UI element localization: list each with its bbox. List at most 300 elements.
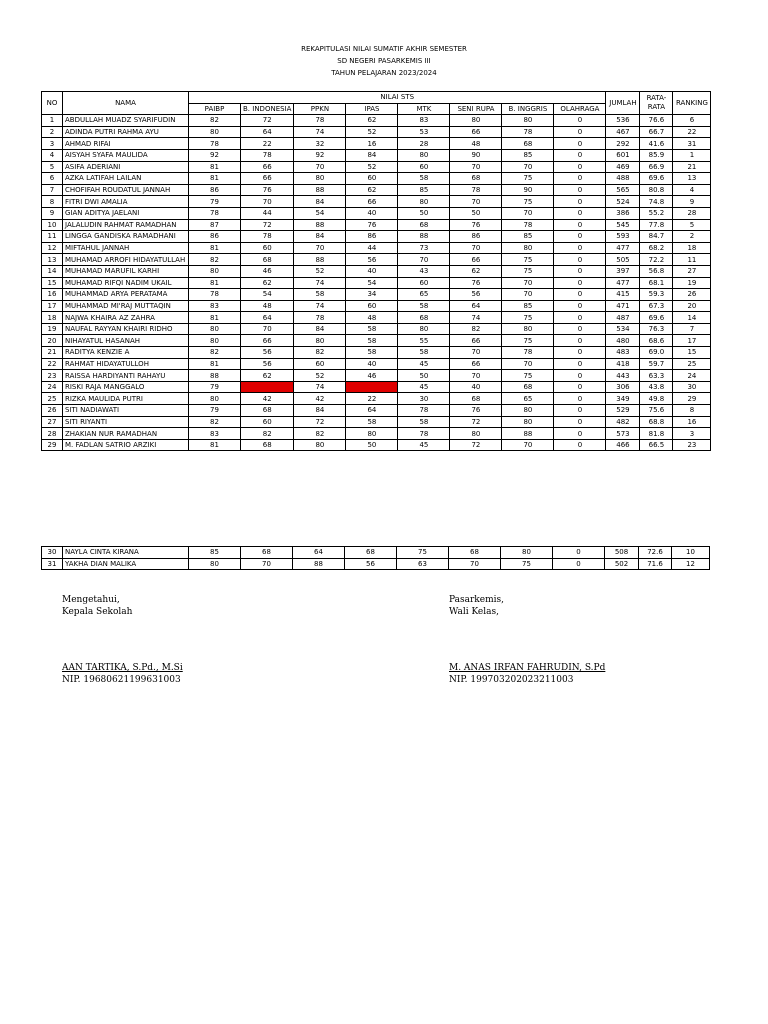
cell-name: SITI NADIAWATI (63, 405, 189, 417)
cell-total: 529 (606, 405, 640, 417)
cell-score: 76 (450, 405, 502, 417)
cell-average: 72.2 (640, 254, 673, 266)
cell-score: 70 (450, 161, 502, 173)
cell-rank: 28 (673, 207, 711, 219)
cell-name: YAKHA DIAN MALIKA (63, 558, 189, 570)
cell-score: 80 (502, 115, 554, 127)
cell-score: 88 (293, 558, 345, 570)
cell-score: 60 (294, 358, 346, 370)
cell-score: 83 (189, 300, 241, 312)
cell-score: 70 (294, 161, 346, 173)
cell-score: 56 (450, 289, 502, 301)
cell-name: RAISSA HARDIYANTI RAHAYU (63, 370, 189, 382)
cell-score: 30 (398, 393, 450, 405)
cell-score: 80 (189, 393, 241, 405)
header-no: NO (42, 92, 63, 115)
cell-score: 28 (398, 138, 450, 150)
cell-name: ASIFA ADERIANI (63, 161, 189, 173)
cell-score: 0 (554, 358, 606, 370)
cell-score: 68 (345, 547, 397, 559)
principal-acknowledgement: Mengetahui, (62, 595, 120, 605)
cell-score: 58 (294, 289, 346, 301)
cell-no: 20 (42, 335, 63, 347)
cell-score: 76 (450, 219, 502, 231)
cell-score: 75 (502, 196, 554, 208)
cell-rank: 16 (673, 416, 711, 428)
cell-score: 83 (189, 428, 241, 440)
cell-score: 78 (241, 149, 294, 161)
cell-score: 74 (294, 126, 346, 138)
cell-rank: 2 (673, 231, 711, 243)
cell-score: 80 (294, 335, 346, 347)
cell-rank: 4 (673, 184, 711, 196)
cell-score: 16 (346, 138, 398, 150)
table-row (42, 184, 711, 196)
principal-name: AAN TARTIKA, S.Pd., M.Si (62, 663, 183, 673)
cell-total: 573 (606, 428, 640, 440)
cell-rank: 14 (673, 312, 711, 324)
cell-score: 0 (554, 289, 606, 301)
cell-score: 70 (450, 347, 502, 359)
cell-score: 87 (189, 219, 241, 231)
cell-total: 477 (606, 242, 640, 254)
cell-rank: 12 (672, 558, 710, 570)
cell-score: 81 (189, 358, 241, 370)
cell-score: 75 (502, 265, 554, 277)
cell-total: 488 (606, 173, 640, 185)
cell-rank: 19 (673, 277, 711, 289)
header-subject: B. INGGRIS (502, 103, 554, 115)
cell-score: 56 (241, 358, 294, 370)
cell-score: 32 (294, 138, 346, 150)
cell-score: 0 (554, 207, 606, 219)
cell-rank: 20 (673, 300, 711, 312)
cell-no: 8 (42, 196, 63, 208)
table-row (42, 312, 711, 324)
cell-no: 5 (42, 161, 63, 173)
cell-score: 70 (398, 254, 450, 266)
cell-average: 63.3 (640, 370, 673, 382)
cell-score: 58 (398, 347, 450, 359)
cell-score: 46 (241, 265, 294, 277)
header-subject: PPKN (294, 103, 346, 115)
cell-score: 54 (294, 207, 346, 219)
cell-rank: 11 (673, 254, 711, 266)
cell-total: 443 (606, 370, 640, 382)
cell-average: 67.3 (640, 300, 673, 312)
header-average: RATA-RATA (640, 92, 673, 115)
cell-score: 80 (346, 428, 398, 440)
cell-no: 30 (42, 547, 63, 559)
cell-score: 70 (241, 323, 294, 335)
cell-score: 80 (398, 323, 450, 335)
cell-score: 0 (553, 558, 605, 570)
grades-table (41, 91, 711, 451)
signature-block-principal (62, 594, 183, 686)
cell-total: 601 (606, 149, 640, 161)
cell-score: 72 (294, 416, 346, 428)
cell-rank: 9 (673, 196, 711, 208)
cell-average: 76.6 (640, 115, 673, 127)
cell-score: 70 (502, 277, 554, 289)
cell-score: 88 (294, 219, 346, 231)
cell-total: 480 (606, 335, 640, 347)
cell-total: 292 (606, 138, 640, 150)
cell-score: 78 (294, 115, 346, 127)
cell-score: 66 (450, 358, 502, 370)
cell-rank: 26 (673, 289, 711, 301)
cell-score: 88 (294, 254, 346, 266)
homeroom-teacher-nip: NIP. 199703202023211003 (449, 675, 574, 685)
cell-rank: 30 (673, 381, 711, 393)
cell-score: 64 (241, 126, 294, 138)
cell-score: 70 (450, 242, 502, 254)
cell-no: 10 (42, 219, 63, 231)
cell-score: 80 (398, 149, 450, 161)
cell-score: 54 (346, 277, 398, 289)
cell-score: 40 (346, 265, 398, 277)
cell-score: 82 (189, 416, 241, 428)
cell-score: 66 (450, 126, 502, 138)
cell-score: 66 (450, 335, 502, 347)
cell-name: GIAN ADITYA JAELANI (63, 207, 189, 219)
cell-total: 471 (606, 300, 640, 312)
cell-average: 75.6 (640, 405, 673, 417)
cell-score: 43 (398, 265, 450, 277)
cell-score: 88 (189, 370, 241, 382)
cell-score: 79 (189, 196, 241, 208)
cell-score: 80 (398, 196, 450, 208)
cell-total: 397 (606, 265, 640, 277)
table-row (42, 289, 711, 301)
header-subject: B. INDONESIA (241, 103, 294, 115)
cell-score: 65 (502, 393, 554, 405)
cell-score: 78 (502, 347, 554, 359)
table-row (42, 358, 711, 370)
cell-average: 59.3 (640, 289, 673, 301)
cell-score: 75 (397, 547, 449, 559)
header-subject: PAIBP (189, 103, 241, 115)
grades-table-continued (41, 546, 710, 570)
cell-name: AZKA LATIFAH LAILAN (63, 173, 189, 185)
header-group-nilai-sts: NILAI STS (189, 92, 606, 104)
header-line-1: REKAPITULASI NILAI SUMATIF AKHIR SEMESTER (301, 45, 467, 53)
cell-score: 64 (346, 405, 398, 417)
cell-average: 74.8 (640, 196, 673, 208)
cell-score: 81 (189, 312, 241, 324)
cell-name: FITRI DWI AMALIA (63, 196, 189, 208)
cell-score: 0 (554, 231, 606, 243)
table-row (42, 138, 711, 150)
cell-score: 68 (502, 138, 554, 150)
cell-score: 58 (346, 323, 398, 335)
cell-score: 81 (189, 439, 241, 451)
cell-no: 25 (42, 393, 63, 405)
cell-score: 0 (553, 547, 605, 559)
cell-score: 68 (241, 254, 294, 266)
cell-score: 56 (241, 347, 294, 359)
cell-score: 78 (398, 405, 450, 417)
cell-no: 6 (42, 173, 63, 185)
cell-score: 0 (554, 300, 606, 312)
table-row (42, 405, 711, 417)
cell-rank: 1 (673, 149, 711, 161)
header-subject: SENI RUPA (450, 103, 502, 115)
cell-score: 0 (554, 347, 606, 359)
cell-name: RISKI RAJA MANGGALO (63, 381, 189, 393)
cell-score: 81 (189, 161, 241, 173)
cell-score: 0 (554, 370, 606, 382)
cell-score: 58 (398, 173, 450, 185)
cell-score: 78 (189, 138, 241, 150)
cell-score: 72 (241, 115, 294, 127)
cell-score: 68 (241, 439, 294, 451)
cell-score: 0 (554, 393, 606, 405)
cell-name: NAYLA CINTA KIRANA (63, 547, 189, 559)
cell-average: 69.6 (640, 312, 673, 324)
cell-total: 467 (606, 126, 640, 138)
cell-score: 82 (189, 115, 241, 127)
cell-score: 34 (346, 289, 398, 301)
cell-score: 75 (502, 254, 554, 266)
cell-score: 53 (398, 126, 450, 138)
cell-score: 42 (241, 393, 294, 405)
cell-score: 50 (450, 207, 502, 219)
header-line-2: SD NEGERI PASARKEMIS III (337, 57, 431, 65)
cell-score: 64 (450, 300, 502, 312)
cell-name: AHMAD RIFAI (63, 138, 189, 150)
table-row (42, 219, 711, 231)
cell-score: 70 (502, 207, 554, 219)
cell-no: 12 (42, 242, 63, 254)
cell-score: 80 (189, 265, 241, 277)
cell-score: 78 (241, 231, 294, 243)
cell-average: 80.8 (640, 184, 673, 196)
cell-score: 80 (450, 428, 502, 440)
cell-score: 62 (241, 370, 294, 382)
cell-score: 80 (502, 242, 554, 254)
cell-average: 66.9 (640, 161, 673, 173)
cell-score: 86 (450, 231, 502, 243)
cell-rank: 27 (673, 265, 711, 277)
cell-average: 49.8 (640, 393, 673, 405)
cell-score: 84 (294, 405, 346, 417)
cell-name: SITI RIYANTI (63, 416, 189, 428)
cell-total: 469 (606, 161, 640, 173)
cell-score: 80 (189, 323, 241, 335)
cell-score: 0 (554, 161, 606, 173)
cell-rank: 25 (673, 358, 711, 370)
table-row (42, 347, 711, 359)
table-row (42, 558, 710, 570)
cell-score: 62 (241, 277, 294, 289)
cell-score: 82 (294, 428, 346, 440)
cell-score: 66 (241, 173, 294, 185)
cell-score: 62 (346, 184, 398, 196)
cell-score: 50 (398, 207, 450, 219)
table-row (42, 126, 711, 138)
cell-score: 0 (554, 323, 606, 335)
cell-score: 0 (554, 115, 606, 127)
cell-score: 60 (241, 242, 294, 254)
cell-score: 58 (346, 416, 398, 428)
cell-average: 69.6 (640, 173, 673, 185)
cell-name: CHOFIFAH ROUDATUL JANNAH (63, 184, 189, 196)
cell-average: 76.3 (640, 323, 673, 335)
cell-total: 565 (606, 184, 640, 196)
cell-no: 16 (42, 289, 63, 301)
cell-score: 75 (502, 173, 554, 185)
cell-score: 82 (189, 254, 241, 266)
cell-score: 0 (554, 439, 606, 451)
header-subject: IPAS (346, 103, 398, 115)
header-subject: MTK (398, 103, 450, 115)
cell-rank: 23 (673, 439, 711, 451)
cell-average: 77.8 (640, 219, 673, 231)
cell-name: MIFTAHUL JANNAH (63, 242, 189, 254)
cell-score: 60 (398, 277, 450, 289)
cell-score: 85 (502, 231, 554, 243)
cell-score: 56 (345, 558, 397, 570)
cell-name: MUHAMMAD MI'RAJ MUTTAQIN (63, 300, 189, 312)
cell-name: M. FADLAN SATRIO ARZIKI (63, 439, 189, 451)
cell-score: 74 (294, 300, 346, 312)
cell-score: 52 (346, 161, 398, 173)
cell-rank: 6 (673, 115, 711, 127)
cell-score: 0 (554, 381, 606, 393)
table-row (42, 254, 711, 266)
table-row (42, 265, 711, 277)
cell-score: 70 (450, 196, 502, 208)
cell-name: RIZKA MAULIDA PUTRI (63, 393, 189, 405)
cell-score: 46 (346, 370, 398, 382)
cell-score: 48 (241, 300, 294, 312)
cell-rank: 17 (673, 335, 711, 347)
cell-score: 68 (398, 312, 450, 324)
cell-score: 70 (241, 558, 293, 570)
cell-score: 0 (554, 405, 606, 417)
cell-total: 483 (606, 347, 640, 359)
table-row (42, 335, 711, 347)
header-name: NAMA (63, 92, 189, 115)
cell-score: 86 (189, 231, 241, 243)
cell-score: 80 (294, 439, 346, 451)
cell-no: 24 (42, 381, 63, 393)
table-row (42, 207, 711, 219)
cell-score: 0 (554, 138, 606, 150)
cell-score: 68 (449, 547, 501, 559)
cell-no: 7 (42, 184, 63, 196)
cell-no: 9 (42, 207, 63, 219)
cell-name: RAHMAT HIDAYATULLOH (63, 358, 189, 370)
cell-score: 68 (502, 381, 554, 393)
cell-total: 349 (606, 393, 640, 405)
cell-score: 70 (502, 161, 554, 173)
cell-score: 80 (189, 126, 241, 138)
cell-score: 45 (398, 381, 450, 393)
table-row (42, 242, 711, 254)
cell-rank: 15 (673, 347, 711, 359)
table-row (42, 115, 711, 127)
cell-no: 29 (42, 439, 63, 451)
cell-score: 58 (398, 416, 450, 428)
cell-name: LINGGA GANDISKA RAMADHANI (63, 231, 189, 243)
cell-score: 79 (189, 405, 241, 417)
cell-no: 23 (42, 370, 63, 382)
cell-score: 66 (241, 335, 294, 347)
cell-score: 58 (398, 300, 450, 312)
cell-score: 40 (346, 207, 398, 219)
cell-score: 84 (294, 231, 346, 243)
cell-score: 60 (241, 416, 294, 428)
cell-no: 28 (42, 428, 63, 440)
cell-score: 88 (398, 231, 450, 243)
cell-score: 56 (346, 254, 398, 266)
homeroom-teacher-name: M. ANAS IRFAN FAHRUDIN, S.Pd (449, 663, 606, 673)
table-row (42, 196, 711, 208)
cell-score: 80 (502, 323, 554, 335)
cell-score: 68 (241, 547, 293, 559)
cell-rank: 21 (673, 161, 711, 173)
cell-score: 85 (502, 149, 554, 161)
cell-score: 0 (554, 149, 606, 161)
cell-name: MUHAMMAD ARYA PERATAMA (63, 289, 189, 301)
cell-score: 0 (554, 312, 606, 324)
cell-score: 60 (346, 173, 398, 185)
cell-no: 4 (42, 149, 63, 161)
cell-score: 82 (294, 347, 346, 359)
cell-name: ADINDA PUTRI RAHMA AYU (63, 126, 189, 138)
cell-score: 0 (554, 196, 606, 208)
table-row (42, 416, 711, 428)
cell-score: 85 (189, 547, 241, 559)
cell-no: 17 (42, 300, 63, 312)
cell-score: 90 (450, 149, 502, 161)
cell-score: 68 (398, 219, 450, 231)
cell-score: 68 (450, 173, 502, 185)
cell-average: 71.6 (639, 558, 672, 570)
cell-name: RADITYA KENZIE A (63, 347, 189, 359)
cell-score: 0 (554, 254, 606, 266)
cell-score: 75 (502, 312, 554, 324)
cell-score: 48 (346, 312, 398, 324)
cell-score: 45 (398, 439, 450, 451)
cell-total: 482 (606, 416, 640, 428)
cell-average: 59.7 (640, 358, 673, 370)
cell-score: 92 (294, 149, 346, 161)
cell-score: 0 (554, 173, 606, 185)
cell-score: 22 (241, 138, 294, 150)
cell-score: 64 (241, 312, 294, 324)
cell-score: 86 (189, 184, 241, 196)
cell-score: 50 (398, 370, 450, 382)
cell-score: 70 (449, 558, 501, 570)
cell-score: 48 (450, 138, 502, 150)
cell-total: 502 (605, 558, 639, 570)
cell-score: 79 (189, 381, 241, 393)
cell-score: 60 (346, 300, 398, 312)
cell-score: 0 (554, 184, 606, 196)
cell-score: 0 (554, 335, 606, 347)
cell-name: NAUFAL RAYYAN KHAIRI RIDHO (63, 323, 189, 335)
cell-average: 85.9 (640, 149, 673, 161)
cell-score: 66 (450, 254, 502, 266)
cell-score: 44 (346, 242, 398, 254)
cell-score: 75 (502, 335, 554, 347)
cell-rank: 13 (673, 173, 711, 185)
cell-average: 66.5 (640, 439, 673, 451)
cell-total: 466 (606, 439, 640, 451)
